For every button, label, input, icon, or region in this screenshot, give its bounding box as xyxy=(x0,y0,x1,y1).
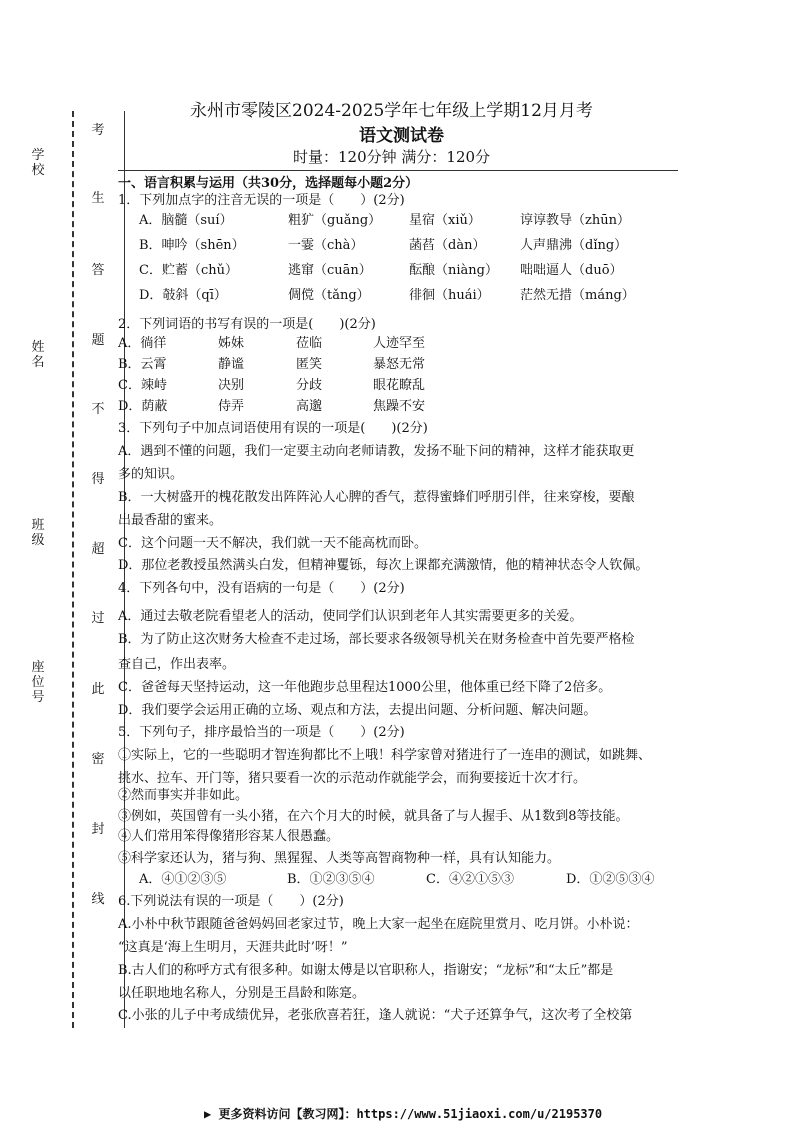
option-cell: B．①②③⑤④ xyxy=(287,872,375,887)
seal-char: 超 xyxy=(91,542,105,557)
seal-char: 得 xyxy=(91,472,105,487)
seal-char: 答 xyxy=(91,263,105,278)
option-cell: 莅临 xyxy=(296,336,323,351)
seal-char: 封 xyxy=(91,822,105,837)
option-cell: 逃窜（cuān） xyxy=(288,263,372,278)
option-cell: 人迹罕至 xyxy=(373,336,426,351)
option-cell: C．贮蓄（chǔ） xyxy=(139,263,238,278)
question-stem: 4．下列各句中，没有语病的一句是（ ）(2分) xyxy=(118,581,405,596)
sentence-text: ②然而事实并非如此。 xyxy=(118,788,249,803)
seal-char: 题 xyxy=(91,333,105,348)
option-text: 出最香甜的蜜来。 xyxy=(118,513,223,528)
page-subtitle: 语文测试卷 xyxy=(359,126,444,146)
option-text: B．一大树盛开的槐花散发出阵阵沁人心脾的香气，惹得蜜蜂们呼朋引伴，往来穿梭，要酿 xyxy=(118,490,635,505)
option-cell: A．④①②③⑤ xyxy=(139,872,227,887)
question-stem: 1．下列加点字的注音无误的一项是（ ）(2分) xyxy=(118,193,405,208)
option-cell: 酝酿（niàng） xyxy=(409,263,498,278)
question-stem: 3．下列句子中加点词语使用有误的一项是( )(2分) xyxy=(118,421,428,436)
option-cell: 菡萏（dàn） xyxy=(409,238,486,253)
exam-info: 时量：120分钟 满分：120分 xyxy=(293,148,491,166)
option-cell: 倜傥（tǎng） xyxy=(288,288,370,303)
option-text: A.小朴中秋节跟随爸爸妈妈回老家过节，晚上大家一起坐在庭院里赏月、吃月饼。小朴说： xyxy=(118,917,639,932)
option-cell: B．云霄 xyxy=(118,357,167,372)
option-cell: 姊妹 xyxy=(218,336,245,351)
sentence-text: ⑤科学家还认为，猪与狗、黑猩猩、人类等高智商物种一样，具有认知能力。 xyxy=(118,851,561,866)
section-heading: 一、语言积累与运用（共30分，选择题每小题2分） xyxy=(118,170,678,191)
option-text: C．这个问题一天不解决，我们就一天不能高枕而卧。 xyxy=(118,536,427,551)
option-cell: D．攲斜（qī） xyxy=(139,288,227,303)
option-text: B.古人们的称呼方式有很多种。如谢太傅是以官职称人，指谢安；“龙标”和“太丘”都是 xyxy=(118,963,614,978)
seal-char: 考 xyxy=(91,123,105,138)
option-cell: 静谧 xyxy=(218,357,245,372)
option-cell: 侍弄 xyxy=(218,399,245,414)
option-cell: 茫然无措（máng） xyxy=(520,288,635,303)
option-cell: 匿笑 xyxy=(296,357,323,372)
option-cell: B．呻吟（shēn） xyxy=(139,238,245,253)
seal-char: 过 xyxy=(91,611,105,626)
option-text: 以任职地地名称人，分别是王昌龄和陈寔。 xyxy=(118,986,366,1001)
seal-char: 不 xyxy=(91,402,105,417)
option-text: C．爸爸每天坚持运动，这一年他跑步总里程达1000公里，他体重已经下降了2倍多。 xyxy=(118,680,612,695)
option-text: A．遇到不懂的问题，我们一定要主动向老师请教，发扬不耻下问的精神，这样才能获取更 xyxy=(118,444,635,459)
question-stem: 5．下列句子，排序最恰当的一项是（ ）(2分) xyxy=(118,725,405,740)
option-cell: 人声鼎沸（dǐng） xyxy=(520,238,628,253)
name-label: 姓名 xyxy=(31,340,45,370)
option-cell: C．④②①⑤③ xyxy=(426,872,514,887)
class-label: 班级 xyxy=(31,518,45,548)
sentence-text: ①实际上，它的一些聪明才智连狗都比不上哦！科学家曾对猪进行了一连串的测试，如跳舞、 xyxy=(118,748,652,763)
option-cell: C．竦峙 xyxy=(118,378,167,393)
option-cell: A．徜徉 xyxy=(118,336,167,351)
option-text: 多的知识。 xyxy=(118,467,184,482)
option-text: D．我们要学会运用正确的立场、观点和方法，去提出问题、分析问题、解决问题。 xyxy=(118,703,597,718)
seat-label: 座位号 xyxy=(31,660,45,705)
sentence-text: ③例如，英国曾有一头小猪，在六个月大的时候，就具备了与人握手、从1数到8等技能。 xyxy=(118,809,629,824)
sentence-text: ④人们常用笨得像猪形容某人很愚蠢。 xyxy=(118,829,340,844)
option-text: B．为了防止这次财务大检查不走过场，部长要求各级领导机关在财务检查中首先要严格检 xyxy=(118,632,635,647)
seal-char: 此 xyxy=(91,682,105,697)
question-stem: 6.下列说法有误的一项是（ ）(2分) xyxy=(118,894,344,909)
option-cell: 一霎（chà） xyxy=(288,238,364,253)
seal-char: 线 xyxy=(91,892,105,907)
option-cell: 高邈 xyxy=(296,399,323,414)
option-cell: D．①②⑤③④ xyxy=(566,872,655,887)
option-cell: 暴怒无常 xyxy=(373,357,426,372)
option-cell: 决别 xyxy=(218,378,245,393)
option-text: C.小张的儿子中考成绩优异，老张欣喜若狂，逢人就说：“犬子还算争气，这次考了全校第 xyxy=(118,1008,633,1023)
option-cell: 咄咄逼人（duō） xyxy=(520,263,623,278)
option-cell: 分歧 xyxy=(296,378,323,393)
option-text: 查自己，作出表率。 xyxy=(118,657,236,672)
school-label: 学校 xyxy=(31,148,45,178)
option-cell: 徘徊（huái） xyxy=(409,288,490,303)
option-text: A．通过去敬老院看望老人的活动，使同学们认识到老年人其实需要更多的关爱。 xyxy=(118,609,583,624)
sentence-text: 挑水、拉车、开门等，猪只要看一次的示范动作就能学会，而狗要接近十次才行。 xyxy=(118,771,587,786)
option-cell: 谆谆教导（zhūn） xyxy=(520,213,630,228)
option-cell: 眼花瞭乱 xyxy=(373,378,426,393)
footer-link[interactable]: ▶ 更多资料访问【教习网】：https://www.51jiaoxi.com/u/2195370 xyxy=(204,1107,603,1121)
option-cell: A．脑髓（suí） xyxy=(139,213,233,228)
option-text: “这真是‘海上生明月，天涯共此时’呀！” xyxy=(118,940,348,955)
seal-char: 生 xyxy=(91,191,105,206)
option-cell: 焦躁不安 xyxy=(373,399,426,414)
option-text: D．那位老教授虽然满头白发，但精神矍铄，每次上课都充满激情，他的精神状态令人钦佩。 xyxy=(118,558,649,573)
option-cell: D．荫蔽 xyxy=(118,399,168,414)
option-cell: 粗犷（guǎng） xyxy=(288,213,382,228)
seal-char: 密 xyxy=(91,752,105,767)
option-cell: 星宿（xiǔ） xyxy=(409,213,481,228)
question-stem: 2．下列词语的书写有误的一项是( )(2分) xyxy=(118,317,376,332)
page-title: 永州市零陵区2024-2025学年七年级上学期12月月考 xyxy=(190,101,593,121)
